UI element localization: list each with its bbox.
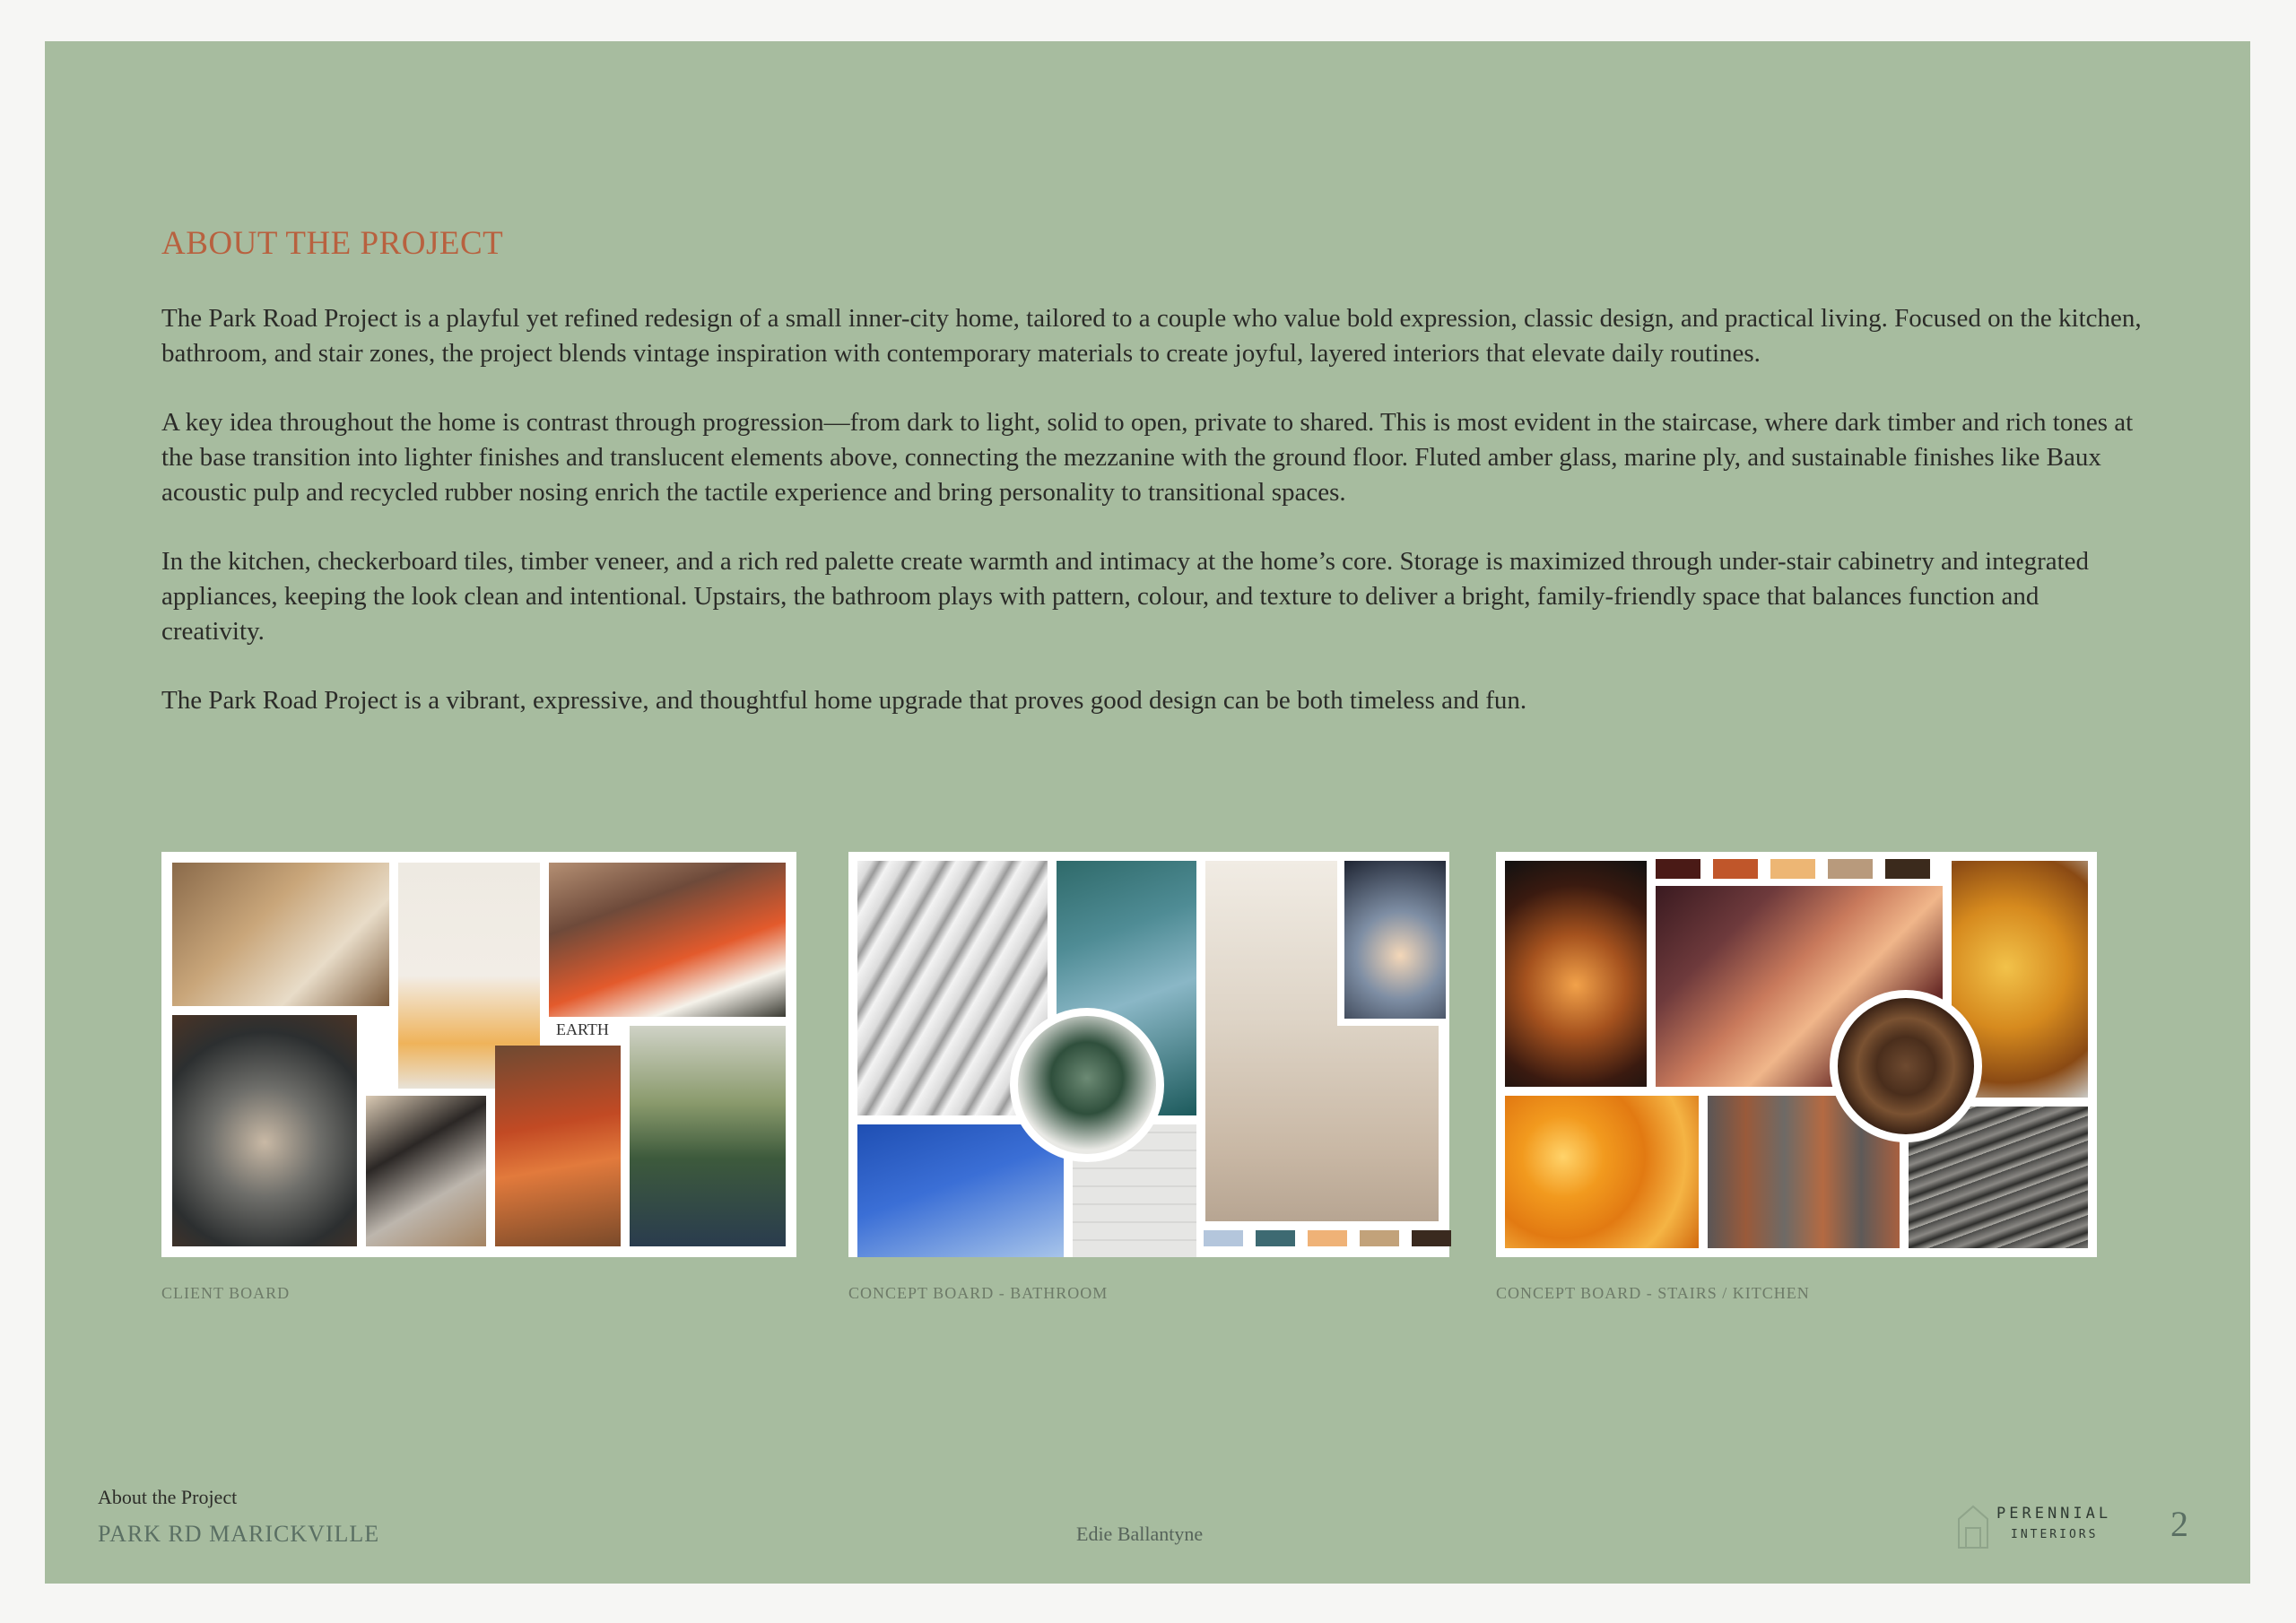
bathroom-board-label: CONCEPT BOARD - BATHROOM xyxy=(848,1284,1109,1302)
pasta-flour-photo xyxy=(172,863,389,1006)
kitchen-swatch xyxy=(1828,859,1873,879)
bathroom-board-image xyxy=(848,852,1449,1257)
footer-title: PARK RD MARICKVILLE xyxy=(98,1521,380,1547)
kitchen-swatch xyxy=(1656,859,1700,879)
body-text xyxy=(161,301,2144,752)
bathroom-swatch xyxy=(1360,1230,1399,1246)
perennial-interiors-logo xyxy=(1955,1503,2117,1553)
orange-slices-photo xyxy=(1505,1096,1699,1248)
footer-subtitle: About the Project xyxy=(98,1486,238,1508)
family-forest-photo xyxy=(630,1026,786,1246)
earth-label: EARTH xyxy=(552,1019,613,1041)
bathroom-swatch xyxy=(1308,1230,1347,1246)
blue-sky-photo xyxy=(857,1124,1064,1257)
kitchen-board-image xyxy=(1496,852,2097,1257)
paragraph: In the kitchen, checkerboard tiles, timber veneer, and a rich red palette create warmth and intimacy at the home’s core. Storage is maximized through under-stair cabinetry and integrated appliances, keeping the look clean and intentional. Upstairs, the bathroom plays with pattern, colour, and texture to deliver a bright, family-friendly space that balances function and creativity. xyxy=(161,547,2090,646)
logo-line2: INTERIORS xyxy=(2011,1528,2099,1541)
kitchen-swatch xyxy=(1885,859,1930,879)
bathroom-swatch xyxy=(1412,1230,1451,1246)
footer-author: Edie Ballantyne xyxy=(1076,1523,1204,1545)
kitchen-board-label: CONCEPT BOARD - STAIRS / KITCHEN xyxy=(1496,1284,1810,1302)
bathroom-swatch xyxy=(1204,1230,1243,1246)
page xyxy=(45,41,2250,1584)
spices-jar-photo xyxy=(495,1046,621,1246)
page-number: 2 xyxy=(2170,1504,2188,1544)
kitchen-swatch xyxy=(1770,859,1815,879)
bathroom-swatch xyxy=(1256,1230,1295,1246)
house-outline-icon xyxy=(1955,1503,1991,1549)
paragraph: The Park Road Project is a vibrant, expressive, and thoughtful home upgrade that proves good design can be both timeless and fun. xyxy=(161,686,1527,715)
plant-circle-photo xyxy=(1010,1008,1164,1162)
kitchen-swatch xyxy=(1713,859,1758,879)
vegetable-chopping-photo xyxy=(549,863,786,1017)
candles-photo xyxy=(1337,861,1446,1026)
wood-grain-circle-photo xyxy=(1830,990,1982,1142)
amber-bottle-photo xyxy=(1505,861,1647,1087)
logo-line1: PERENNIAL xyxy=(1996,1505,2112,1523)
paragraph: The Park Road Project is a playful yet refined redesign of a small inner-city home, tailored to a couple who value bold expression, classic design, and practical living. Focused on the kitchen, bathroom, and stair zones, the project blends vintage inspiration with contemporary materials to create joyful, layered interiors that elevate daily routines. xyxy=(161,304,2142,368)
client-board-image xyxy=(161,852,796,1257)
mortar-bowl-photo xyxy=(172,1015,357,1246)
client-board-label: CLIENT BOARD xyxy=(161,1284,291,1302)
paragraph: A key idea throughout the home is contrast through progression—from dark to light, solid to open, private to shared. This is most evident in the staircase, where dark timber and rich tones at the base transition into lighter finishes and translucent elements above, connecting the mezzanine with the ground floor. Fluted amber glass, marine ply, and sustainable finishes like Baux acoustic pulp and recycled rubber nosing enrich the tactile experience and bring personality to transitional spaces. xyxy=(161,408,2134,507)
section-title: ABOUT THE PROJECT xyxy=(161,225,504,262)
laptop-photo xyxy=(366,1096,486,1246)
